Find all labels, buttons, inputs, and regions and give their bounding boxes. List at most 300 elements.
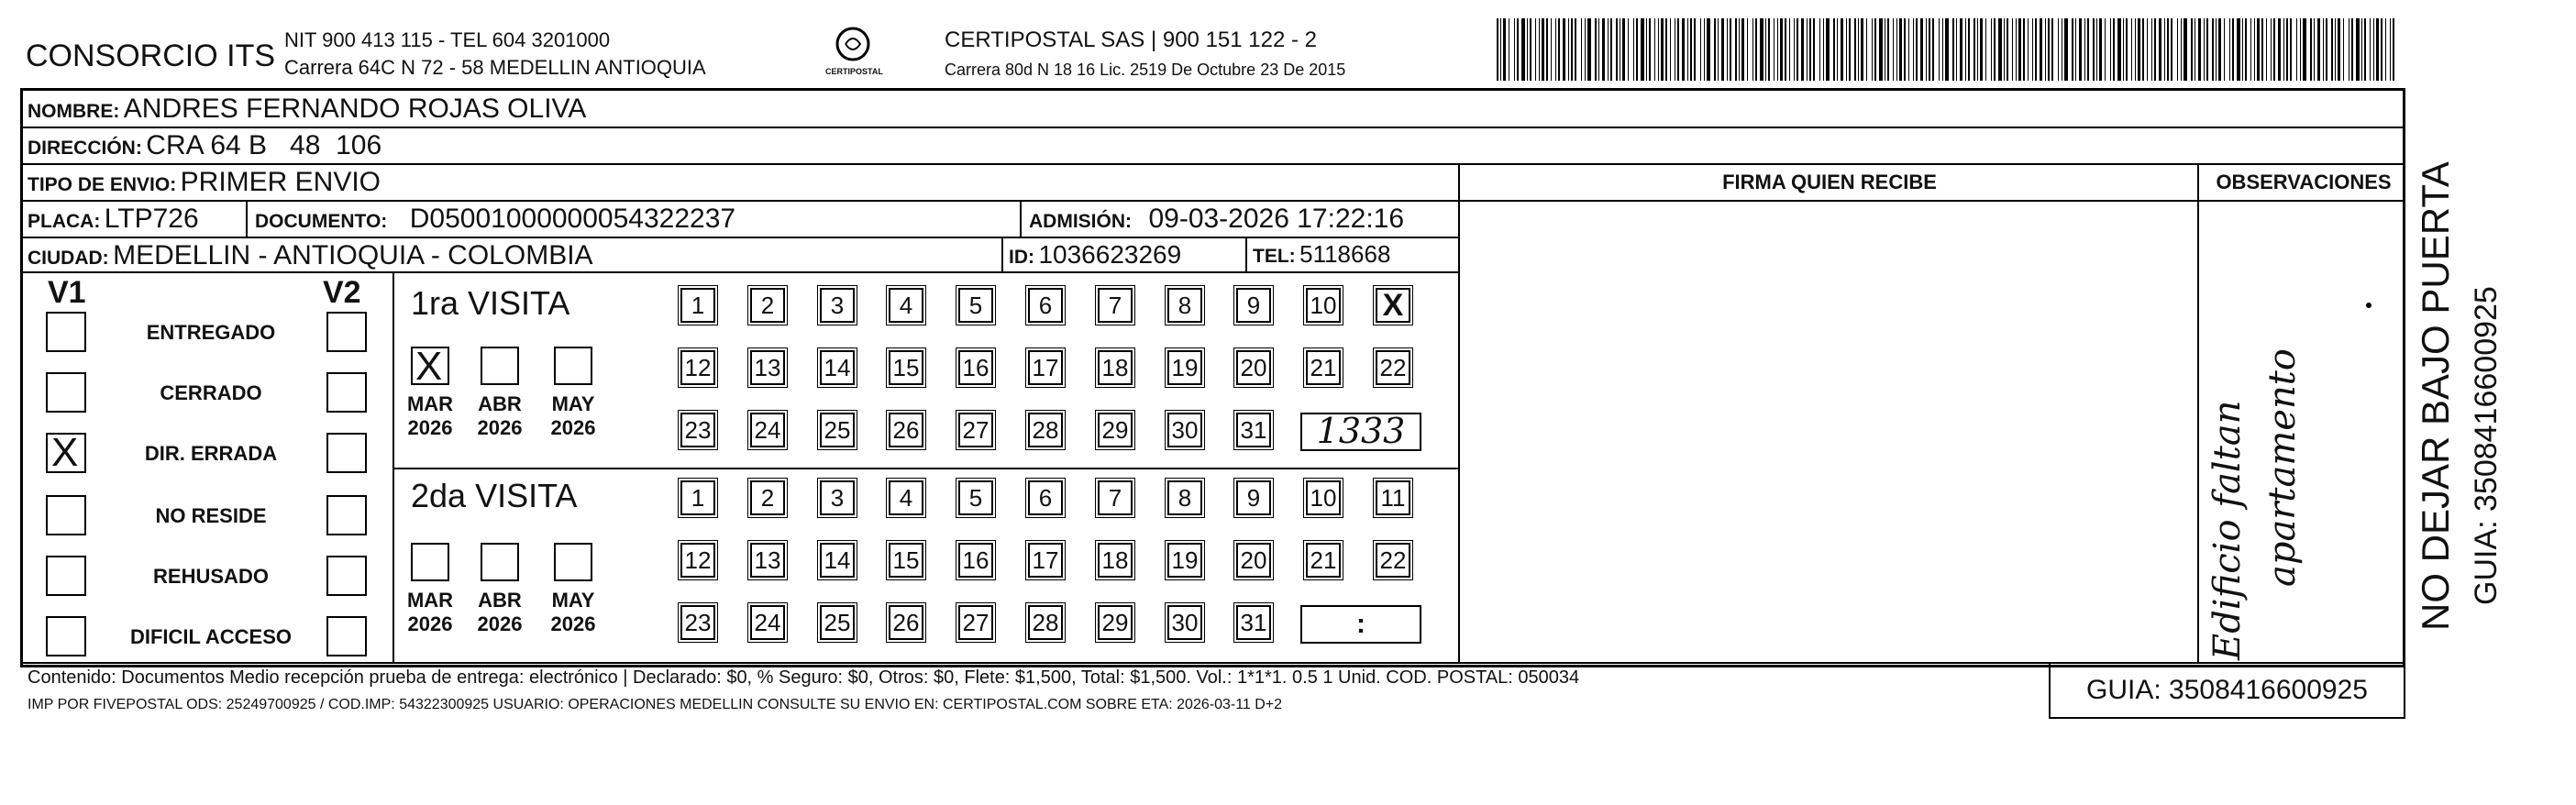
day-box[interactable]: 17 xyxy=(1028,543,1063,578)
v2-checkbox[interactable] xyxy=(326,433,367,473)
day-box[interactable]: 15 xyxy=(889,350,923,385)
observations-handwriting-line1: Edificio faltan xyxy=(2206,400,2249,660)
signature-label: FIRMA QUIEN RECIBE xyxy=(1722,171,1937,193)
barcode-bar xyxy=(2171,18,2172,81)
barcode-bar xyxy=(2212,18,2214,81)
day-box[interactable]: 14 xyxy=(820,543,855,578)
barcode-bar xyxy=(1585,18,1586,81)
barcode-bar xyxy=(1555,18,1556,81)
barcode-bar xyxy=(2123,18,2124,81)
barcode-bar xyxy=(2198,18,2201,81)
day-box[interactable]: 24 xyxy=(750,605,785,640)
barcode-bar xyxy=(1721,18,1724,81)
barcode-bar xyxy=(1608,18,1609,81)
v2-checkbox[interactable] xyxy=(326,312,367,352)
side-guia: GUIA: 3508416600925 xyxy=(2469,286,2504,605)
barcode-bar xyxy=(2181,18,2182,81)
month-caption xyxy=(546,589,601,636)
barcode-bar xyxy=(2245,18,2247,81)
barcode-bar xyxy=(2343,18,2344,81)
day-box[interactable]: X xyxy=(1376,288,1410,323)
barcode-bar xyxy=(1887,18,1889,81)
barcode-bar xyxy=(1718,18,1719,81)
barcode-bar xyxy=(1682,18,1685,81)
barcode-bar xyxy=(2032,18,2033,81)
barcode-bar xyxy=(2303,18,2306,81)
document-label: DOCUMENTO: xyxy=(255,211,388,232)
day-box[interactable]: 30 xyxy=(1167,413,1202,447)
visit1-time: 1333 xyxy=(1300,413,1421,451)
barcode-bar xyxy=(2184,18,2187,81)
day-box[interactable]: 22 xyxy=(1376,543,1410,578)
document-value: D05001000000054322237 xyxy=(409,204,736,234)
barcode-bar xyxy=(1819,18,1820,81)
check-mark: X xyxy=(415,344,443,389)
barcode-bar xyxy=(1500,18,1501,81)
year-label: 2026 xyxy=(407,416,453,439)
barcode-bar xyxy=(1628,18,1629,81)
day-box[interactable]: 9 xyxy=(1236,480,1271,515)
barcode-bar xyxy=(1546,18,1548,81)
barcode-bar xyxy=(1926,18,1927,81)
barcode-bar xyxy=(1542,18,1544,81)
month-checkbox[interactable] xyxy=(481,543,519,581)
barcode-bar xyxy=(2338,18,2340,81)
barcode-bar xyxy=(2326,18,2327,81)
barcode-bar xyxy=(1747,18,1748,81)
barcode-bar xyxy=(1707,18,1710,81)
side-warning: NO DEJAR BAJO PUERTA xyxy=(2414,161,2457,631)
barcode-bar xyxy=(2159,18,2161,81)
day-box[interactable]: 10 xyxy=(1306,480,1341,515)
barcode-bar xyxy=(2361,18,2362,81)
company-name: CONSORCIO ITS xyxy=(26,39,276,73)
v2-checkbox[interactable] xyxy=(326,372,367,413)
address-value: CRA 64 B 48 106 xyxy=(146,130,382,160)
barcode-bar xyxy=(1658,18,1659,81)
barcode-bar xyxy=(2273,18,2275,81)
barcode-bar xyxy=(1735,18,1737,81)
shipment-type-value: PRIMER ENVIO xyxy=(180,167,381,197)
barcode-bar xyxy=(2229,18,2230,81)
day-box[interactable]: 5 xyxy=(958,480,993,515)
barcode-bar xyxy=(1616,18,1618,81)
barcode-bar xyxy=(1952,18,1954,81)
barcode-bar xyxy=(1939,18,1940,81)
col-divider xyxy=(1020,200,1022,237)
day-box[interactable]: 6 xyxy=(1028,480,1063,515)
barcode-bar xyxy=(2035,18,2037,81)
month-caption xyxy=(546,392,601,440)
day-box[interactable]: 27 xyxy=(958,413,993,447)
barcode-bar xyxy=(1517,18,1519,81)
barcode-bar xyxy=(1797,18,1798,81)
month-label: ABR xyxy=(478,392,522,415)
month-label: MAR xyxy=(406,589,454,612)
barcode-bar xyxy=(2204,18,2205,81)
day-box[interactable]: 8 xyxy=(1167,480,1202,515)
day-box[interactable]: 29 xyxy=(1098,605,1133,640)
year-label: 2026 xyxy=(550,416,596,439)
day-box[interactable]: 14 xyxy=(820,350,855,385)
day-box[interactable]: 13 xyxy=(750,350,785,385)
footer-content: Contenido: Documentos Medio recepción prueba de entrega: electrónico | Declarado: $0, % Seguro: $0, Otros: $0, Flete: $1,500, Total: $1,500. Vol.: 1*1*1. 0.5 1 Unid. COD. POSTAL: 050034 xyxy=(28,667,1580,688)
day-box[interactable]: 3 xyxy=(820,480,855,515)
col-divider xyxy=(1458,163,1460,662)
day-box[interactable]: 20 xyxy=(1236,543,1271,578)
barcode-bar xyxy=(1908,18,1909,81)
barcode-bar xyxy=(1837,18,1838,81)
barcode-bar xyxy=(2385,18,2386,81)
barcode-bar xyxy=(1920,18,1923,81)
month-checkbox[interactable] xyxy=(411,344,449,389)
status-label: ENTREGADO xyxy=(146,321,276,344)
barcode-bar xyxy=(1977,18,1978,81)
v2-checkbox[interactable] xyxy=(326,495,367,535)
day-box[interactable]: 16 xyxy=(958,350,993,385)
barcode-bar xyxy=(1535,18,1536,81)
barcode-bar xyxy=(2167,18,2169,81)
barcode-bar xyxy=(2216,18,2217,81)
barcode-bar xyxy=(2381,18,2383,81)
barcode-bar xyxy=(2064,18,2068,81)
barcode-bar xyxy=(2007,18,2008,81)
barcode-bar xyxy=(2084,18,2085,81)
v1-label: V1 xyxy=(48,275,86,310)
day-box[interactable]: 1 xyxy=(680,288,715,323)
barcode-bar xyxy=(1794,18,1795,81)
row-divider xyxy=(20,163,2405,165)
barcode-bar xyxy=(1896,18,1897,81)
barcode-bar xyxy=(1929,18,1930,81)
status-label: DIFICIL ACCESO xyxy=(129,625,292,648)
col-divider xyxy=(1001,237,1003,271)
observations-label: OBSERVACIONES xyxy=(2216,171,2392,193)
barcode-bar xyxy=(2206,18,2208,81)
day-box[interactable]: 16 xyxy=(958,543,993,578)
day-box[interactable]: 4 xyxy=(889,288,923,323)
id-row xyxy=(1009,240,1181,270)
barcode-bar xyxy=(2314,18,2315,81)
company-nit: NIT 900 413 115 - TEL 604 3201000 xyxy=(284,28,611,51)
day-box[interactable]: 28 xyxy=(1028,605,1063,640)
barcode-bar xyxy=(1823,18,1824,81)
barcode-bar xyxy=(2028,18,2029,81)
barcode-bar xyxy=(1527,18,1528,81)
day-box[interactable]: 15 xyxy=(889,543,923,578)
day-box[interactable]: 27 xyxy=(958,605,993,640)
row-divider xyxy=(2197,200,2405,202)
v1-checkbox[interactable] xyxy=(46,495,86,535)
day-box[interactable]: 1 xyxy=(680,480,715,515)
barcode-bar xyxy=(2283,18,2284,81)
day-box[interactable]: 25 xyxy=(820,605,855,640)
col-divider xyxy=(392,271,394,662)
day-box[interactable]: 29 xyxy=(1098,413,1133,447)
month-checkbox[interactable] xyxy=(554,543,592,581)
day-box[interactable]: 9 xyxy=(1236,288,1271,323)
address-label: DIRECCIÓN: xyxy=(28,138,142,159)
day-box[interactable]: 25 xyxy=(820,413,855,447)
barcode-bar xyxy=(1854,18,1856,81)
barcode-bar xyxy=(2016,18,2017,81)
barcode-bar xyxy=(2286,18,2288,81)
barcode-bar xyxy=(1730,18,1731,81)
barcode-bar xyxy=(1602,18,1605,81)
year-label: 2026 xyxy=(477,612,523,635)
barcode-bar xyxy=(1530,18,1531,81)
barcode-bar xyxy=(2191,18,2193,81)
barcode-bar xyxy=(2105,18,2106,81)
barcode-bar xyxy=(2390,18,2391,81)
barcode-bar xyxy=(1965,18,1966,81)
day-box[interactable]: 4 xyxy=(889,480,923,515)
day-box[interactable]: 12 xyxy=(680,350,715,385)
day-box[interactable]: 22 xyxy=(1376,350,1410,385)
row-divider xyxy=(20,200,2405,202)
day-box[interactable]: 17 xyxy=(1028,350,1063,385)
row-divider xyxy=(20,662,2049,664)
barcode-bar xyxy=(1714,18,1716,81)
barcode-bar xyxy=(1595,18,1597,81)
status-label: CERRADO xyxy=(160,381,262,404)
barcode-bar xyxy=(2023,18,2025,81)
guia-number: GUIA: 3508416600925 xyxy=(2049,662,2405,719)
visit2-time: : xyxy=(1300,605,1421,644)
barcode-bar xyxy=(2370,18,2371,81)
barcode-bar xyxy=(1985,18,1986,81)
barcode-bar xyxy=(2147,18,2148,81)
barcode-bar xyxy=(2296,18,2297,81)
barcode-bar xyxy=(2300,18,2301,81)
barcode-bar xyxy=(1956,18,1957,81)
day-box[interactable]: 10 xyxy=(1306,288,1341,323)
status-label: DIR. ERRADA xyxy=(144,442,278,465)
barcode-bar xyxy=(2266,18,2267,81)
barcode-bar xyxy=(1622,18,1625,81)
plate-label: PLACA: xyxy=(28,211,101,232)
month-checkbox[interactable] xyxy=(554,347,592,385)
barcode-bar xyxy=(2237,18,2240,81)
barcode-bar xyxy=(1752,18,1753,81)
barcode-bar xyxy=(1980,18,1983,81)
day-box[interactable]: 11 xyxy=(1376,480,1410,515)
day-box[interactable]: 18 xyxy=(1098,350,1133,385)
barcode-bar xyxy=(2058,18,2059,81)
v1-checkbox[interactable] xyxy=(46,372,86,413)
barcode-bar xyxy=(2356,18,2360,81)
month-label: MAR xyxy=(406,392,454,415)
month-caption xyxy=(403,589,458,636)
barcode-bar xyxy=(2131,18,2132,81)
barcode-bar xyxy=(2079,18,2082,81)
day-box[interactable]: 26 xyxy=(889,413,923,447)
barcode-bar xyxy=(1813,18,1815,81)
barcode-bar xyxy=(2151,18,2152,81)
barcode-bar xyxy=(2364,18,2366,81)
barcode-bar xyxy=(1841,18,1843,81)
observations-handwriting-line2: apartamento xyxy=(2261,348,2304,587)
barcode-bar xyxy=(1571,18,1573,81)
barcode-bar xyxy=(2254,18,2255,81)
barcode-bar xyxy=(2317,18,2320,81)
barcode-bar xyxy=(1809,18,1811,81)
barcode-bar xyxy=(2113,18,2115,81)
month-label: ABR xyxy=(478,589,522,612)
col-divider xyxy=(2197,163,2199,662)
name-label: NOMBRE: xyxy=(28,101,120,122)
plate-value: LTP726 xyxy=(104,204,199,234)
barcode-bar xyxy=(1913,18,1914,81)
barcode xyxy=(1497,18,2414,81)
barcode-bar xyxy=(1807,18,1808,81)
barcode-bar xyxy=(1633,18,1634,81)
barcode-bar xyxy=(1654,18,1655,81)
barcode-bar xyxy=(2257,18,2260,81)
barcode-bar xyxy=(2040,18,2042,81)
day-box[interactable]: 23 xyxy=(680,413,715,447)
day-box[interactable]: 30 xyxy=(1167,605,1202,640)
barcode-bar xyxy=(1741,18,1744,81)
barcode-bar xyxy=(1755,18,1757,81)
admission-value: 09-03-2026 17:22:16 xyxy=(1148,204,1405,234)
barcode-bar xyxy=(2087,18,2089,81)
barcode-bar xyxy=(2018,18,2021,81)
barcode-bar xyxy=(2224,18,2225,81)
barcode-bar xyxy=(1998,18,2002,81)
v1-checkbox[interactable] xyxy=(46,430,86,475)
barcode-bar xyxy=(1694,18,1696,81)
day-box[interactable]: 8 xyxy=(1167,288,1202,323)
barcode-bar xyxy=(2154,18,2156,81)
barcode-bar xyxy=(2142,18,2144,81)
day-box[interactable]: 7 xyxy=(1098,480,1133,515)
barcode-bar xyxy=(2004,18,2005,81)
barcode-bar xyxy=(2093,18,2095,81)
barcode-bar xyxy=(1503,18,1506,81)
barcode-bar xyxy=(2110,18,2111,81)
v1-checkbox[interactable] xyxy=(46,616,86,656)
barcode-bar xyxy=(1932,18,1934,81)
barcode-bar xyxy=(2164,18,2165,81)
barcode-bar xyxy=(1739,18,1740,81)
barcode-bar xyxy=(1968,18,1970,81)
v2-checkbox[interactable] xyxy=(326,616,367,656)
year-label: 2026 xyxy=(407,612,453,635)
barcode-bar xyxy=(1991,18,1992,81)
barcode-bar xyxy=(1960,18,1962,81)
day-box[interactable]: 21 xyxy=(1306,350,1341,385)
day-box[interactable]: 12 xyxy=(680,543,715,578)
barcode-bar xyxy=(1858,18,1859,81)
barcode-bar xyxy=(1846,18,1847,81)
row-divider xyxy=(392,468,1460,469)
visit1-title: 1ra VISITA xyxy=(411,284,570,322)
barcode-bar xyxy=(1904,18,1906,81)
id-label: ID: xyxy=(1009,247,1034,268)
courier-info: CERTIPOSTAL SAS | 900 151 122 - 2 xyxy=(945,28,1317,52)
day-box[interactable]: 28 xyxy=(1028,413,1063,447)
month-checkbox[interactable] xyxy=(481,347,519,385)
tel-label: TEL: xyxy=(1253,246,1296,267)
barcode-bar xyxy=(1861,18,1863,81)
day-box[interactable]: 26 xyxy=(889,605,923,640)
day-box[interactable]: 18 xyxy=(1098,543,1133,578)
barcode-bar xyxy=(2075,18,2076,81)
day-box[interactable]: 2 xyxy=(750,480,785,515)
v1-checkbox[interactable] xyxy=(46,312,86,352)
col-divider xyxy=(1245,237,1247,271)
day-box[interactable]: 19 xyxy=(1167,350,1202,385)
barcode-bar xyxy=(1768,18,1770,81)
barcode-bar xyxy=(1581,18,1582,81)
status-label: NO RESIDE xyxy=(155,504,267,527)
barcode-bar xyxy=(2218,18,2221,81)
barcode-bar xyxy=(1765,18,1766,81)
barcode-bar xyxy=(2373,18,2374,81)
barcode-bar xyxy=(2290,18,2292,81)
barcode-bar xyxy=(1598,18,1599,81)
day-box[interactable]: 19 xyxy=(1167,543,1202,578)
shipment-type-label: TIPO DE ENVIO: xyxy=(28,174,177,195)
barcode-bar xyxy=(1879,18,1883,81)
day-box[interactable]: 21 xyxy=(1306,543,1341,578)
month-caption xyxy=(472,589,527,636)
day-box[interactable]: 31 xyxy=(1236,413,1271,447)
month-checkbox[interactable] xyxy=(411,543,449,581)
day-box[interactable]: 6 xyxy=(1028,288,1063,323)
barcode-bar xyxy=(1687,18,1688,81)
barcode-bar xyxy=(2177,18,2178,81)
barcode-bar xyxy=(2242,18,2243,81)
barcode-bar xyxy=(1833,18,1835,81)
day-box[interactable]: 2 xyxy=(750,288,785,323)
barcode-bar xyxy=(1610,18,1612,81)
city-label: CIUDAD: xyxy=(28,248,109,269)
day-box[interactable]: 20 xyxy=(1236,350,1271,385)
id-value: 1036623269 xyxy=(1038,240,1182,269)
barcode-bar xyxy=(1551,18,1552,81)
month-caption xyxy=(403,392,458,440)
day-box[interactable]: 23 xyxy=(680,605,715,640)
day-box[interactable]: 31 xyxy=(1236,605,1271,640)
barcode-bar xyxy=(1587,18,1591,81)
barcode-bar xyxy=(2012,18,2013,81)
barcode-bar xyxy=(1568,18,1569,81)
barcode-bar xyxy=(1661,18,1664,81)
city-value: MEDELLIN - ANTIOQUIA - COLOMBIA xyxy=(113,240,593,270)
day-box[interactable]: 7 xyxy=(1098,288,1133,323)
barcode-bar xyxy=(2096,18,2097,81)
barcode-bar xyxy=(1514,18,1515,81)
v2-checkbox[interactable] xyxy=(326,556,367,596)
day-box[interactable]: 3 xyxy=(820,288,855,323)
v1-checkbox[interactable] xyxy=(46,556,86,596)
barcode-bar xyxy=(1789,18,1790,81)
address-row xyxy=(28,130,381,161)
day-box[interactable]: 13 xyxy=(750,543,785,578)
barcode-bar xyxy=(1690,18,1692,81)
barcode-bar xyxy=(1899,18,1902,81)
barcode-bar xyxy=(1677,18,1679,81)
day-box[interactable]: 5 xyxy=(958,288,993,323)
barcode-bar xyxy=(2351,18,2353,81)
day-box[interactable]: 24 xyxy=(750,413,785,447)
barcode-bar xyxy=(2126,18,2128,81)
barcode-bar xyxy=(1727,18,1728,81)
barcode-bar xyxy=(2271,18,2272,81)
certipostal-logo xyxy=(825,26,883,76)
